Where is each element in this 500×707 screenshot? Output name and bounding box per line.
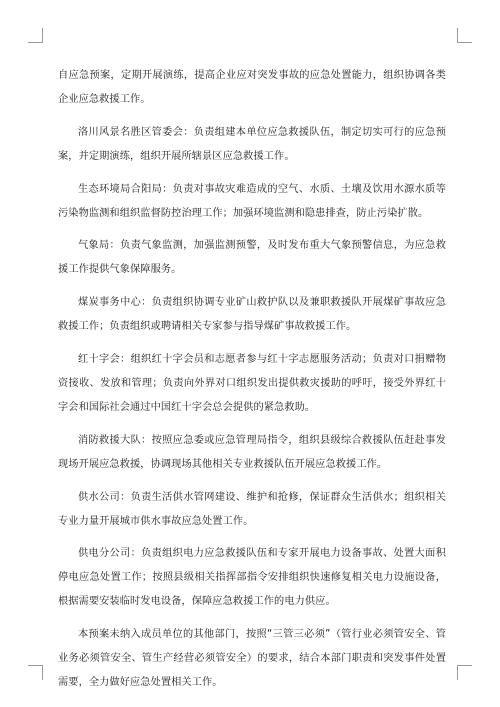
crop-mark-bottom-left: [28, 665, 43, 680]
paragraph-coal-affairs-center: 煤炭事务中心：负责组织协调专业矿山救护队以及兼职救援队开展煤矿事故应急救援工作；负责组织或聘请相关专家参与指导煤矿事故救援工作。: [58, 297, 446, 333]
crop-mark-top-left: [28, 28, 43, 43]
paragraph-fire-rescue-brigade: 消防救援大队：按照应急委或应急管理局指令，组织县级综合救援队伍赶赴事发现场开展应急救援，协调现场其他相关专业救援队伍开展应急救援工作。: [58, 434, 446, 470]
paragraph-other-departments: 本预案未纳入成员单位的其他部门，按照“三管三必须”（管行业必须管安全、管业务必须管安全、管生产经营必须管安全）的要求，结合本部门职责和突发事件处置需要，全力做好应急处置相关工作。: [58, 629, 446, 689]
document-body: [58, 64, 446, 704]
paragraph-scenic-area-committee: 洛川风景名胜区管委会：负责组建本单位应急救援队伍，制定切实可行的应急预案，并定期演练，组织开展所辖景区应急救援工作。: [58, 126, 446, 162]
crop-mark-top-right: [457, 28, 472, 43]
paragraph-power-supply-branch: 供电分公司：负责组织电力应急救援队伍和专家开展电力设备事故、处置大面积停电应急处置工作；按照县级相关指挥部指令安排组织快速修复相关电力设施设备，根据需要安装临时发电设备，保障应急救援工作的电力供应。: [58, 548, 446, 608]
paragraph-meteorological-bureau: 气象局：负责气象监测，加强监测预警，及时发布重大气象预警信息，为应急救援工作提供气象保障服务。: [58, 240, 446, 276]
paragraph-red-cross: 红十字会：组织红十字会员和志愿者参与红十字志愿服务活动；负责对口捐赠物资接收、发放和管理；负责向外界对口组织发出提供救灾援助的呼吁，接受外界红十字会和国际社会通过中国红十字会总会提供的紧急救助。: [58, 353, 446, 413]
paragraph-water-supply-company: 供水公司：负责生活供水管网建设、维护和抢修，保证群众生活供水；组织相关专业力量开展城市供水事故应急处置工作。: [58, 491, 446, 527]
crop-mark-bottom-right: [457, 665, 472, 680]
paragraph-ecology-environment-bureau: 生态环境局合阳局：负责对事故灾难造成的空气、水质、土壤及饮用水源水质等污染物监测和组织监督防控治理工作；加强环境监测和隐患排查，防止污染扩散。: [58, 183, 446, 219]
paragraph-continued: 自应急预案，定期开展演练，提高企业应对突发事故的应急处置能力，组织协调各类企业应急救援工作。: [58, 70, 446, 105]
